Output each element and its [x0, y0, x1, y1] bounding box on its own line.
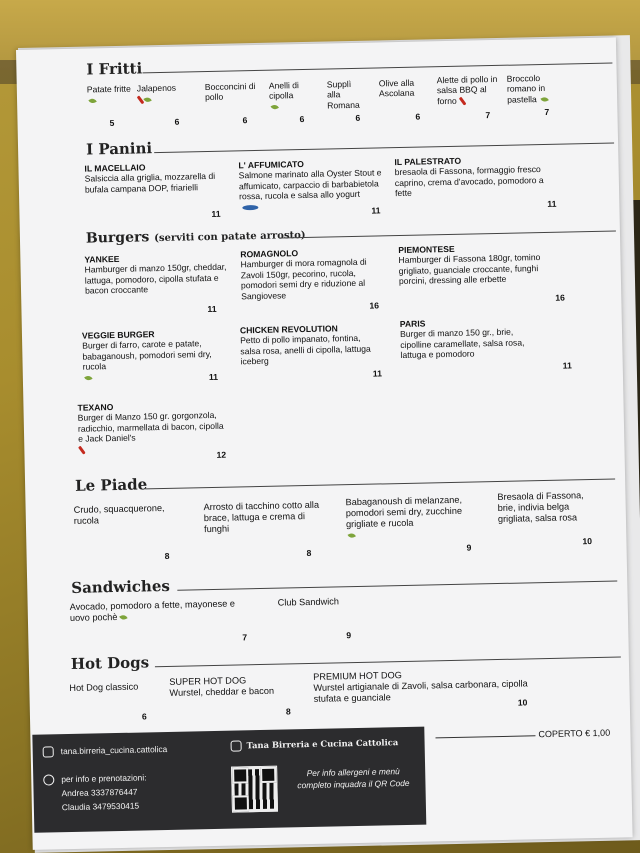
hotdogs-item: Hot Dog classico: [69, 681, 139, 694]
burgers-price: 16: [555, 292, 565, 303]
burgers-price: 11: [207, 303, 217, 315]
panini-item: [394, 154, 555, 199]
instagram-handle[interactable]: tana.birreria_cucina.cattolica: [60, 743, 168, 757]
fritti-item-name: Broccolo romano in pastella: [506, 73, 546, 105]
sandwiches-title: Sandwiches: [71, 576, 171, 597]
burgers-title: [86, 226, 306, 247]
hotdogs-title: Hot Dogs: [70, 653, 150, 673]
item-name: PARIS: [399, 318, 426, 330]
item-desc: Burger di manzo 150 gr., brie, cipolline caramellate, salsa rosa, lattuga e pomodoro: [399, 327, 525, 361]
qr-finder: [233, 795, 249, 811]
leaf-icon: [88, 97, 96, 105]
hotdogs-price: 6: [141, 711, 147, 722]
fritti-item: Olive alla Ascolana: [378, 77, 415, 99]
fritti-item: [137, 82, 187, 104]
panini-price: 11: [371, 205, 381, 216]
panini-item: [84, 161, 225, 195]
fritti-price: 6: [355, 112, 361, 123]
leaf-icon: [347, 532, 355, 540]
panini-rule: [154, 142, 614, 153]
qr-finder: [260, 767, 276, 783]
item-name: PIEMONTESE: [398, 243, 455, 256]
whatsapp-label: per info e prenotazioni:: [61, 772, 147, 785]
item-desc: Petto di pollo impanato, fontina, salsa rosa, anelli di cipolla, lattuga iceberg: [240, 333, 371, 367]
burgers-title-text: Burgers: [85, 229, 150, 247]
piade-price: 8: [164, 550, 170, 561]
fritti-item: [437, 74, 500, 107]
leaf-icon: [84, 374, 92, 382]
fritti-price: 7: [544, 106, 550, 117]
coperto-price: COPERTO € 1,00: [538, 727, 611, 740]
fritti-item: [507, 73, 558, 105]
panini-price: 11: [547, 198, 557, 209]
hotdogs-item: [169, 674, 309, 699]
piade-price: 9: [466, 542, 472, 553]
item-desc: Wurstel artigianale di Zavoli, salsa carbonara, cipolla stufata e guanciale: [313, 678, 528, 704]
sandwiches-item: Club Sandwich: [277, 596, 340, 608]
piade-item: Arrosto di tacchino cotto alla brace, lattuga e crema di funghi: [203, 499, 320, 535]
sandwiches-rule: [177, 581, 617, 591]
item-name: PREMIUM HOT DOG: [313, 670, 402, 682]
item-name: L' AFFUMICATO: [238, 158, 304, 171]
chili-icon: [78, 446, 86, 455]
hotdogs-price: 10: [517, 697, 528, 708]
item-desc: Hamburger di manzo 150gr, cheddar, lattuga, pomodoro, cipolla stufata e bacon croccante: [84, 262, 227, 296]
facebook-page[interactable]: Tana Birreria e Cucina Cattolica: [246, 737, 399, 751]
piade-item: [345, 494, 476, 541]
leaf-icon: [143, 96, 151, 104]
hotdogs-price: 8: [285, 706, 291, 717]
item-name: CHICKEN REVOLUTION: [239, 323, 338, 336]
leaf-icon: [540, 96, 548, 104]
fritti-price: 6: [415, 111, 421, 122]
item-name: YANKEE: [84, 253, 120, 265]
sandwiches-price: 7: [242, 632, 248, 643]
fritti-item: Supplì alla Romana: [326, 78, 360, 111]
fritti-item-name: Patate fritte: [86, 83, 131, 95]
burgers-item: [82, 328, 229, 383]
contact-andrea[interactable]: Andrea 3337876447: [61, 786, 138, 799]
item-name: VEGGIE BURGER: [81, 329, 155, 341]
coperto-rule: [435, 735, 535, 738]
burgers-price: 16: [369, 300, 380, 311]
piade-item: Crudo, squacquerone, rucola: [73, 502, 165, 526]
sandwiches-price: 9: [346, 630, 352, 641]
item-desc: Salsiccia alla griglia, mozzarella di bufala campana DOP, friarielli: [84, 171, 216, 195]
piade-item-desc: Babaganoush di melanzane, pomodori semi dry, zucchine grigliate e rucola: [345, 494, 463, 530]
piade-price: 10: [582, 536, 593, 547]
burgers-item: [400, 316, 547, 361]
item-name: SUPER HOT DOG: [169, 675, 247, 687]
contact-claudia[interactable]: Claudia 3479530415: [61, 800, 140, 813]
qr-caption: Per info allergeni e menù completo inquadra il QR Code: [297, 766, 410, 791]
item-desc: Wurstel, cheddar e bacon: [169, 685, 275, 698]
burgers-item: [84, 252, 233, 297]
panini-title: I Panini: [85, 139, 153, 159]
burgers-item: [240, 322, 381, 367]
fritti-price: 5: [109, 117, 115, 129]
fritti-rule: [142, 63, 612, 74]
fritti-item: Bocconcini di pollo: [204, 80, 256, 103]
burgers-price: 12: [216, 449, 227, 460]
fritti-item: [87, 84, 131, 106]
piade-item: Bresaola di Fassona, brie, indivia belga grigliata, salsa rosa: [497, 490, 584, 525]
panini-item: [238, 157, 387, 212]
menu-sheet: [16, 37, 633, 849]
burgers-subtitle: (serviti con patate arrosto): [154, 229, 306, 245]
item-name: ROMAGNOLO: [240, 248, 299, 260]
fish-icon: [242, 205, 258, 210]
chili-icon: [459, 97, 467, 106]
burgers-item: [77, 400, 230, 455]
fritti-price: 6: [242, 115, 248, 126]
item-name: IL PALESTRATO: [394, 155, 462, 168]
fritti-item-name: Jalapenos: [136, 82, 177, 94]
hotdogs-item: [313, 667, 544, 708]
item-desc: Hamburger di mora romagnola di Zavoli 150gr, pecorino, rucola, pomodori semi dry e riduzione al Sangiovese: [240, 257, 367, 301]
instagram-icon: [43, 746, 54, 757]
panini-price: 11: [211, 208, 221, 219]
burgers-rule: [280, 230, 616, 238]
fritti-item-name: Anelli di cipolla: [268, 80, 300, 102]
fritti-title: I Fritti: [86, 59, 143, 79]
item-desc: bresaola di Fassona, formaggio fresco caprino, crema d'avocado, pomodoro a fette: [394, 164, 544, 199]
fritti-price: 6: [299, 113, 305, 125]
fritti-item-name: Alette di pollo in salsa BBQ al forno: [436, 73, 498, 107]
piade-title: Le Piade: [74, 475, 148, 495]
leaf-icon: [119, 614, 127, 622]
item-desc: Burger di farro, carote e patate, babaganoush, pomodori semi dry, rucola: [82, 338, 212, 372]
sandwiches-item: [70, 598, 250, 624]
burgers-item: [240, 246, 387, 301]
hotdogs-rule: [155, 656, 621, 667]
qr-finder: [232, 767, 248, 783]
item-desc: Salmone marinato alla Oyster Stout e affumicato, carpaccio di barbabietola rossa, rucola e salsa allo yogurt: [238, 167, 382, 202]
sandwiches-item-desc: Avocado, pomodoro a fette, mayonese e uovo pochè: [69, 598, 236, 623]
burgers-price: 11: [208, 371, 219, 383]
item-name: IL MACELLAIO: [84, 162, 146, 174]
burgers-price: 11: [562, 360, 572, 371]
piade-rule: [145, 479, 615, 490]
fritti-price: 6: [174, 116, 180, 127]
item-name: TEXANO: [77, 402, 114, 413]
whatsapp-icon: [43, 774, 54, 785]
fritti-price: 7: [485, 110, 491, 121]
contact-footer: [32, 727, 426, 833]
item-desc: Hamburger di Fassona 180gr, tomino grigliato, guanciale croccante, funghi porcini, dressing alle erbette: [398, 252, 541, 287]
piade-price: 8: [306, 547, 312, 559]
facebook-icon: [231, 740, 242, 751]
burgers-price: 11: [372, 368, 383, 379]
qr-code[interactable]: [231, 766, 278, 813]
item-desc: Burger di Manzo 150 gr. gorgonzola, radicchio, marmellata di bacon, cipolla e Jack Daniel's: [77, 410, 224, 445]
leaf-icon: [271, 103, 279, 111]
burgers-item: [398, 242, 559, 287]
fritti-item: [269, 80, 314, 112]
